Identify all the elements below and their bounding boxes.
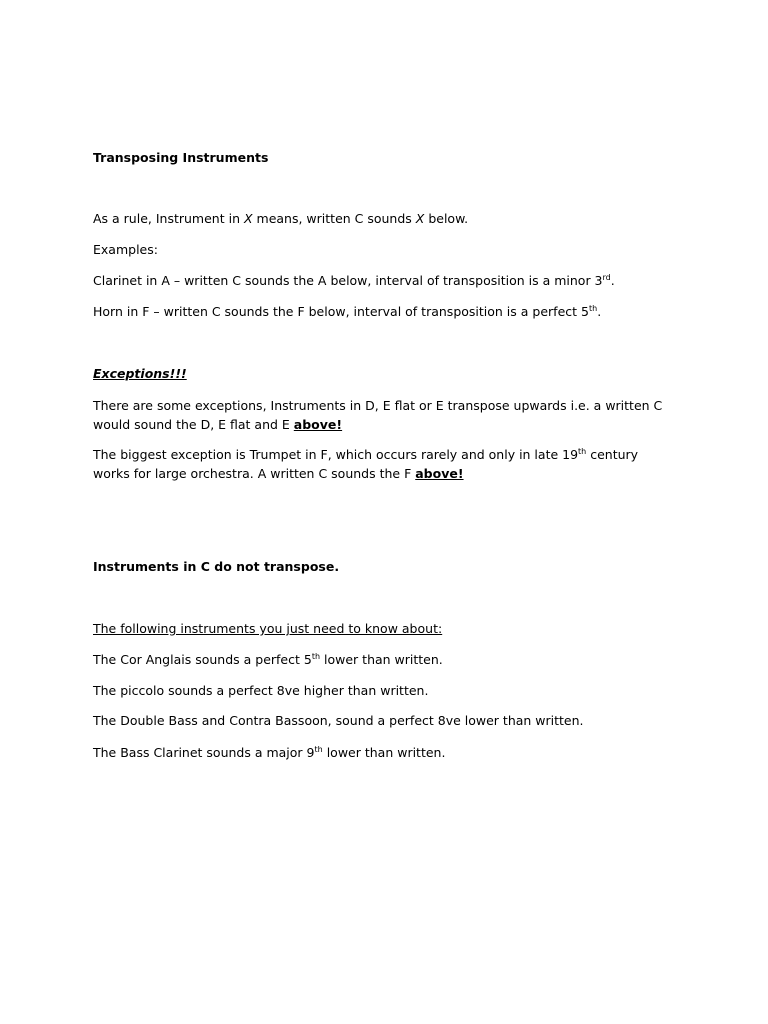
example1-end: .	[610, 273, 615, 288]
exception-upwards	[93, 396, 663, 434]
exception-trumpet	[93, 445, 663, 483]
item1-end: lower than written.	[320, 652, 443, 667]
item-bass-clarinet	[93, 743, 693, 762]
item-double-bass	[93, 711, 693, 730]
item4-end: lower than written.	[322, 745, 446, 760]
example1-sup: rd	[602, 272, 611, 282]
title-text: Transposing Instruments	[93, 150, 269, 165]
item1-text: The Cor Anglais sounds a perfect 5	[93, 652, 312, 667]
c-instruments-note	[93, 557, 693, 576]
exception2-text1: The biggest exception is Trumpet in F, which occurs rarely and only in late 19	[93, 447, 579, 462]
exception2-sup: th	[578, 446, 587, 456]
rule-x1: X	[243, 211, 253, 226]
examples-label	[93, 240, 693, 259]
item4-sup: th	[314, 744, 323, 754]
rule-x2: X	[415, 211, 425, 226]
rule-mid: means, written C sounds	[252, 211, 416, 226]
exception2-emphasis: above!	[415, 466, 464, 481]
item1-sup: th	[311, 651, 321, 661]
document-title	[93, 148, 693, 167]
example2-text: Horn in F – written C sounds the F below, interval of transposition is a perfect 5	[93, 304, 589, 319]
exceptions-heading-text: Exceptions!!!	[93, 366, 187, 381]
item3-text: The Double Bass and Contra Bassoon, sound a perfect 8ve lower than written.	[93, 713, 584, 728]
example2-end: .	[597, 304, 602, 319]
examples-label-text: Examples:	[93, 242, 158, 257]
c-instruments-text: Instruments in C do not transpose.	[93, 559, 340, 574]
example1-text: Clarinet in A – written C sounds the A below, interval of transposition is a minor 3	[93, 273, 603, 288]
following-heading-text: The following instruments you just need to know about:	[93, 621, 443, 636]
item-cor-anglais	[93, 650, 693, 669]
example-clarinet	[93, 271, 693, 290]
item4-text: The Bass Clarinet sounds a major 9	[93, 745, 315, 760]
item2-text: The piccolo sounds a perfect 8ve higher than written.	[93, 683, 429, 698]
example2-sup: th	[588, 303, 598, 313]
exception2-text2: century works for large orchestra. A written C sounds the F	[93, 447, 639, 481]
rule-post: below.	[424, 211, 469, 226]
exceptions-heading	[93, 364, 693, 383]
rule-paragraph	[93, 209, 693, 228]
exception1-emphasis: above!	[293, 417, 343, 432]
rule-pre: As a rule, Instrument in	[93, 211, 244, 226]
example-horn	[93, 302, 693, 321]
item-piccolo	[93, 681, 693, 700]
following-heading	[93, 619, 693, 638]
exception1-text: There are some exceptions, Instruments in D, E flat or E transpose upwards i.e. a written C would sound the D, E flat and E	[93, 398, 663, 432]
